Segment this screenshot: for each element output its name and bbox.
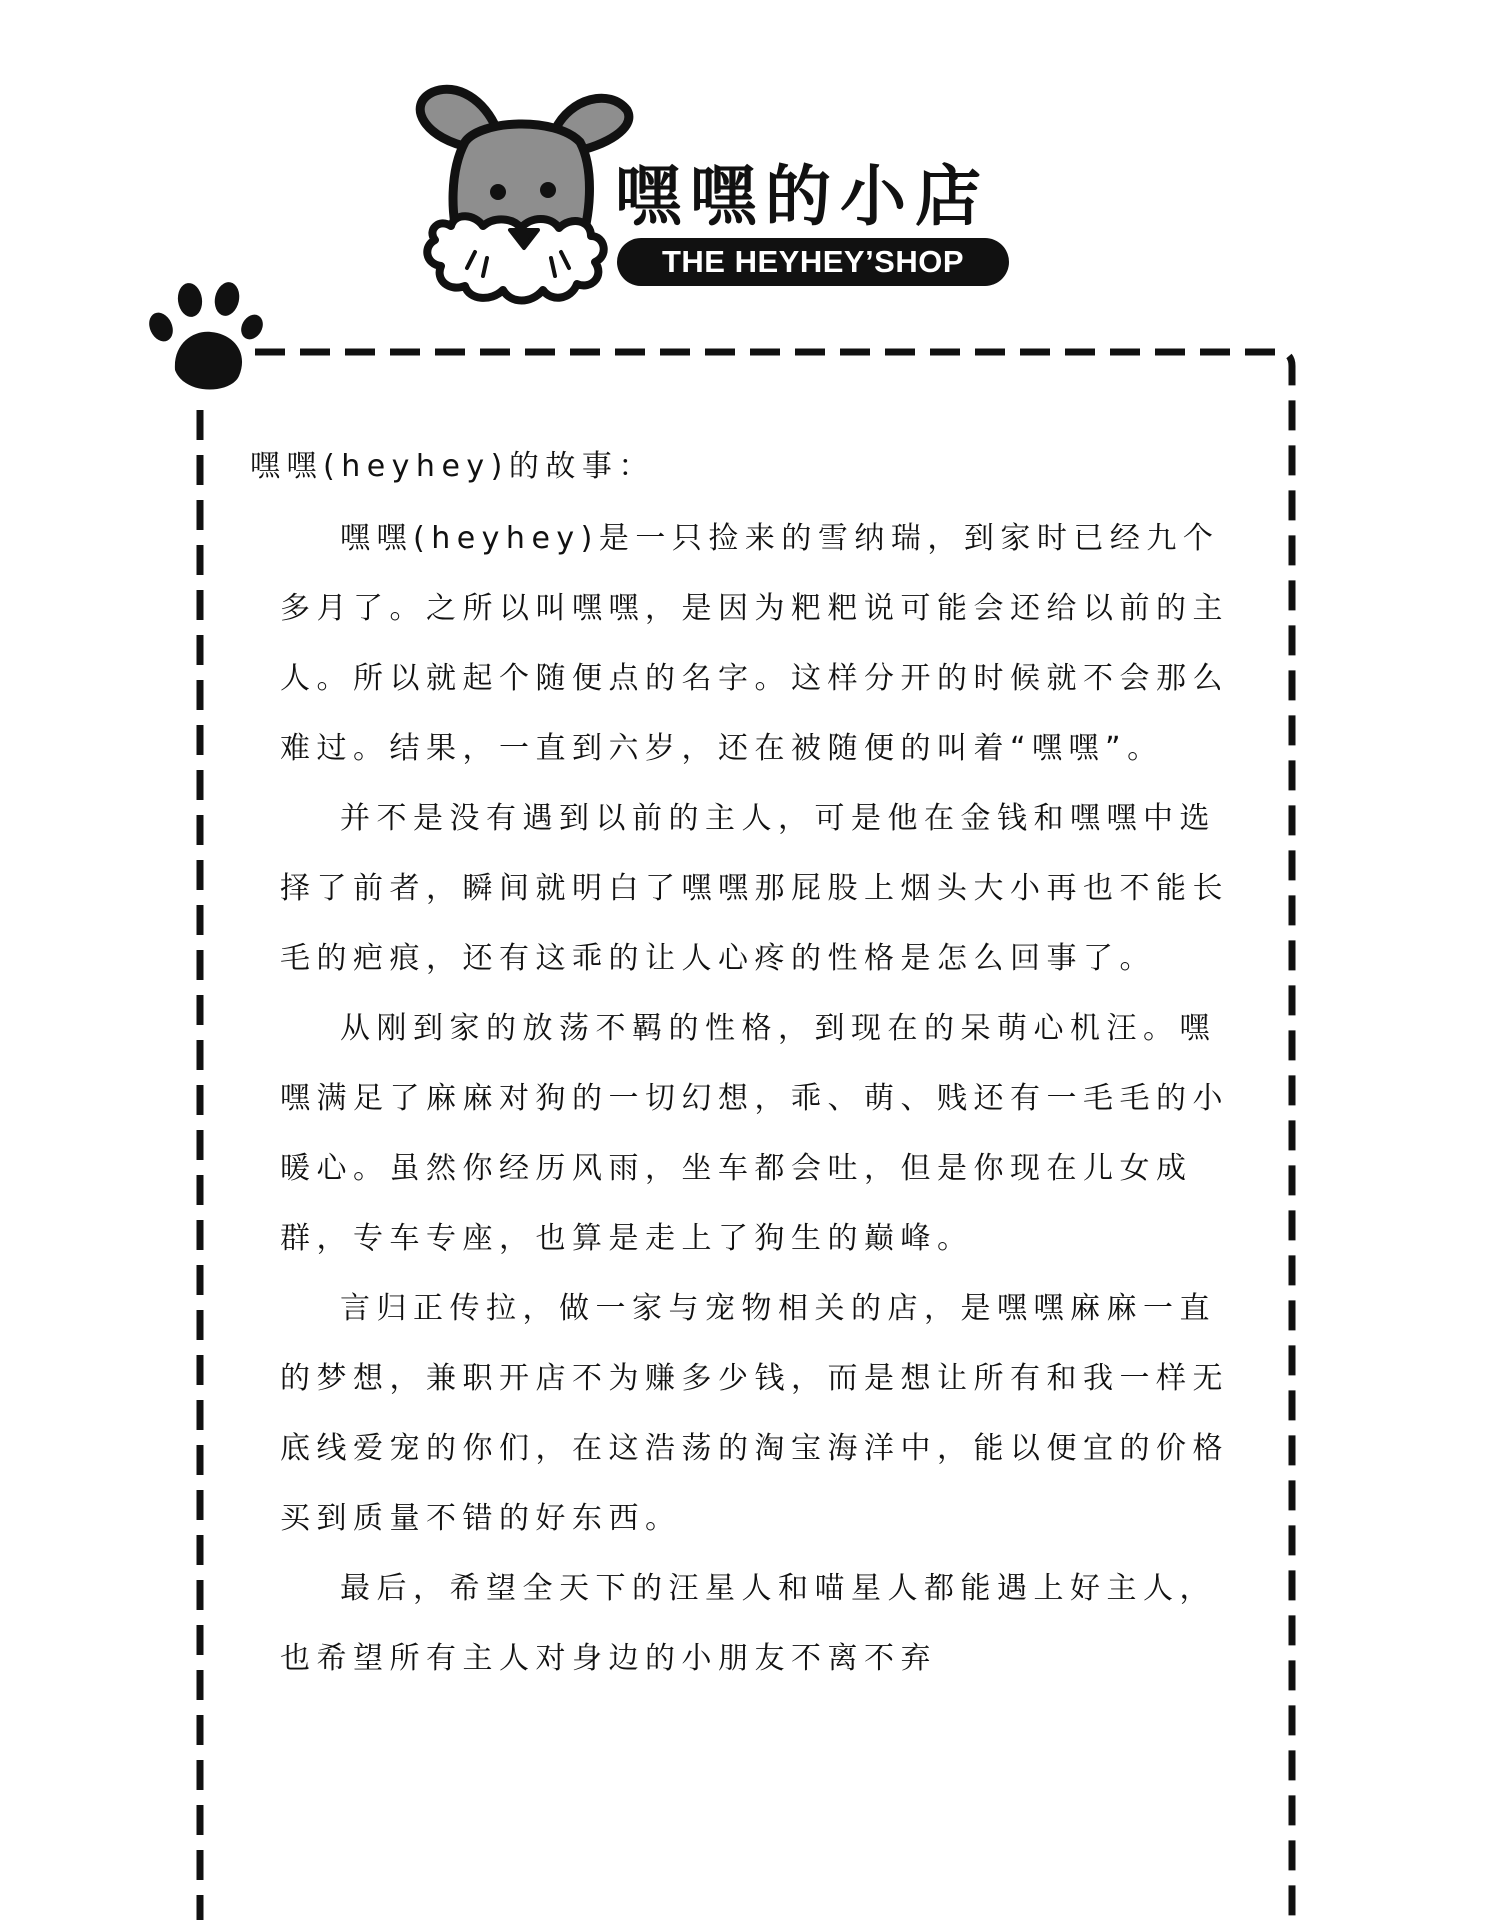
story-body — [280, 504, 1240, 1694]
shop-title-chinese: 嘿嘿的小店 — [615, 158, 990, 235]
shop-logo — [405, 80, 1025, 310]
paw-print-icon — [145, 280, 270, 400]
story-paragraph-5: 最后，希望全天下的汪星人和喵星人都能遇上好主人，也希望所有主人对身边的小朋友不离不弃 — [280, 1571, 1216, 1676]
story-section — [250, 442, 1240, 1694]
story-paragraph-4: 言归正传拉，做一家与宠物相关的店，是嘿嘿麻麻一直的梦想，兼职开店不为赚多少钱，而是想让所有和我一样无底线爱宠的你们，在这浩荡的淘宝海洋中，能以便宜的价格买到质量不错的好东西。 — [280, 1291, 1229, 1536]
story-title: 嘿嘿(heyhey)的故事： — [250, 449, 655, 484]
story-paragraph-1: 嘿嘿(heyhey)是一只捡来的雪纳瑞，到家时已经九个多月了。之所以叫嘿嘿，是因为粑粑说可能会还给以前的主人。所以就起个随便点的名字。这样分开的时候就不会那么难过。结果，一直到六岁，还在被随便的叫着“嘿嘿”。 — [280, 521, 1229, 766]
shop-title-english: THE HEYHEY’SHOP — [617, 238, 1009, 286]
story-paragraph-2: 并不是没有遇到以前的主人，可是他在金钱和嘿嘿中选择了前者，瞬间就明白了嘿嘿那屁股上烟头大小再也不能长毛的疤痕，还有这乖的让人心疼的性格是怎么回事了。 — [280, 801, 1229, 976]
schnauzer-dog-icon — [405, 80, 635, 310]
story-paragraph-3: 从刚到家的放荡不羁的性格，到现在的呆萌心机汪。嘿嘿满足了麻麻对狗的一切幻想，乖、萌、贱还有一毛毛的小暖心。虽然你经历风雨，坐车都会吐，但是你现在儿女成群，专车专座，也算是走上了狗生的巅峰。 — [280, 1011, 1229, 1256]
